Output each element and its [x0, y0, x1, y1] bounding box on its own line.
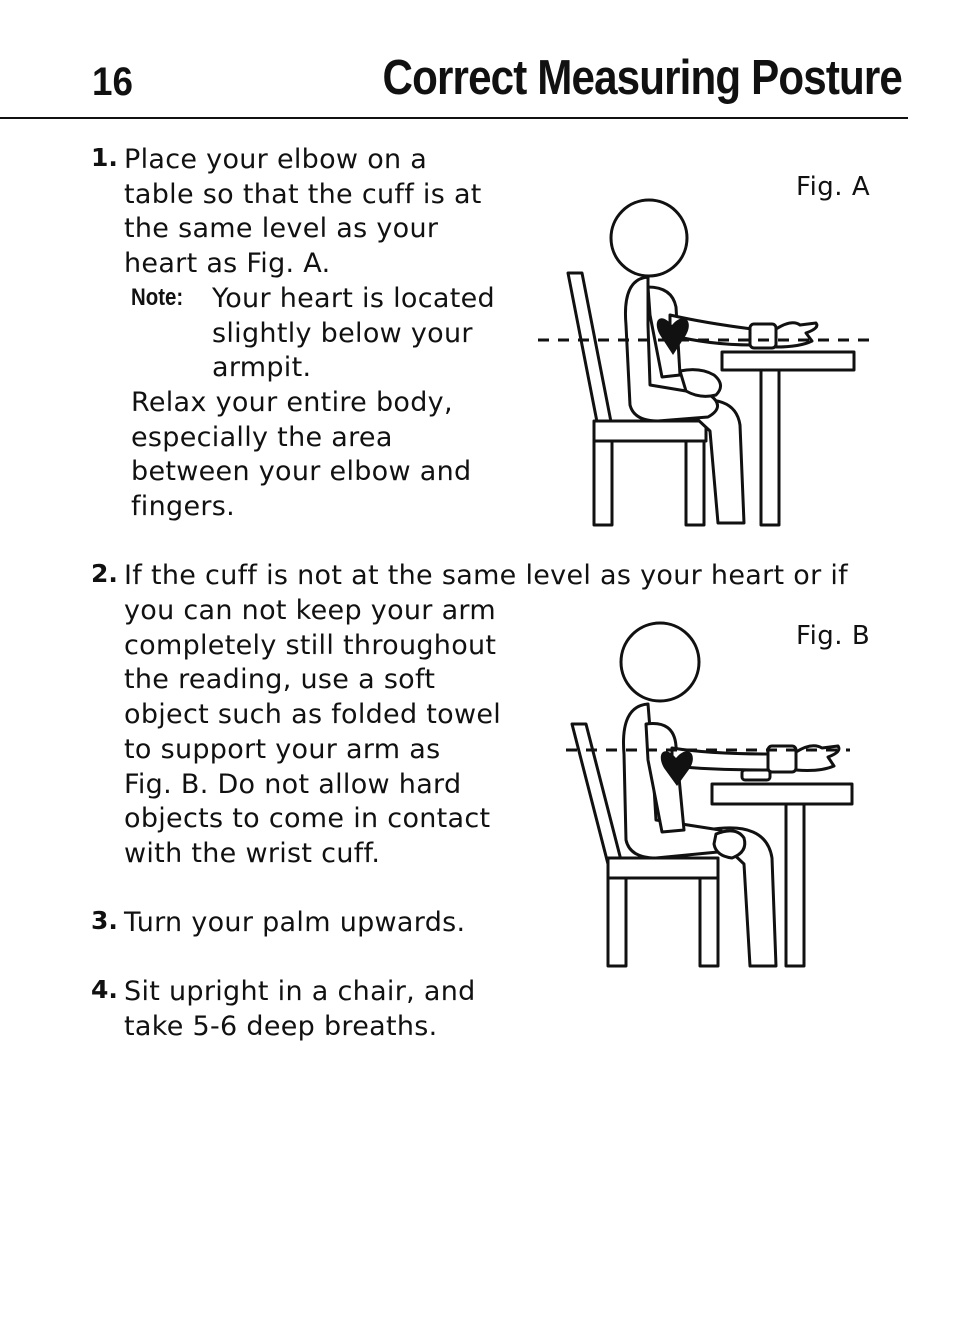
step-4-text: [124, 975, 476, 1044]
step-1-line: table so that the cuff is at: [124, 178, 482, 210]
chair-leg: [594, 441, 612, 525]
fig-b-illustration: [560, 620, 860, 970]
step-2-line: to support your arm as: [124, 733, 441, 765]
step-2-line: with the wrist cuff.: [124, 837, 381, 869]
step-1-number: 1.: [91, 143, 118, 172]
step-4-line: take 5-6 deep breaths.: [124, 1010, 438, 1042]
table-leg: [786, 804, 804, 966]
table-leg: [761, 370, 779, 525]
relax-line: fingers.: [131, 491, 236, 523]
step-2-line: completely still throughout: [124, 629, 497, 661]
step-2-line: the reading, use a soft: [124, 664, 436, 696]
table-top: [712, 784, 852, 804]
fig-a-label: Fig. A: [796, 172, 871, 202]
note-label: Note:: [131, 284, 184, 311]
step-1-line: Place your elbow on a: [124, 144, 428, 175]
step-3-number: 3.: [91, 906, 118, 935]
relax-line: between your elbow and: [131, 456, 472, 488]
step-4-line: Sit upright in a chair, and: [124, 976, 476, 1007]
lap-hand: [714, 831, 745, 858]
step-2-line: objects to come in contact: [124, 803, 491, 835]
chair-back: [568, 273, 612, 427]
step-2-text: [124, 594, 501, 872]
header-divider: [0, 117, 908, 119]
relax-line: Relax your entire body,: [131, 387, 453, 418]
note-text: [212, 282, 495, 386]
step-2-number: 2.: [91, 559, 118, 588]
step-2-line: you can not keep your arm: [124, 595, 496, 626]
wrist-cuff: [750, 324, 776, 348]
fig-a-illustration: [530, 195, 875, 535]
note-line: slightly below your: [212, 317, 473, 349]
fig-b-label: Fig. B: [796, 621, 871, 651]
step-2-line: Fig. B. Do not allow hard: [124, 768, 462, 800]
step-3-line: Turn your palm upwards.: [124, 907, 466, 938]
relax-line: especially the area: [131, 421, 393, 453]
chair-seat: [608, 858, 718, 878]
head: [621, 623, 699, 701]
lap-hand: [680, 370, 721, 397]
chair-leg: [700, 878, 718, 966]
step-4-number: 4.: [91, 975, 118, 1004]
step-2-line: object such as folded towel: [124, 699, 502, 731]
chair-leg: [608, 878, 626, 966]
page-title: Correct Measuring Posture: [382, 51, 902, 105]
step-1-text: [124, 143, 482, 282]
head: [611, 200, 687, 276]
step-1-line: the same level as your: [124, 213, 439, 245]
chair-leg: [686, 441, 704, 525]
step-1-line: heart as Fig. A.: [124, 248, 331, 280]
step-2-first-line: If the cuff is not at the same level as your heart or if: [124, 560, 848, 591]
table-top: [722, 352, 854, 370]
note-line: armpit.: [212, 352, 312, 384]
note-line: Your heart is located: [212, 283, 495, 314]
hand: [776, 323, 817, 347]
page-number: 16: [92, 60, 133, 104]
step-3-text: [124, 906, 465, 941]
chair-back: [572, 724, 622, 864]
chair-seat: [594, 421, 706, 441]
step-1-relax-text: [131, 386, 471, 525]
towel: [742, 770, 770, 780]
